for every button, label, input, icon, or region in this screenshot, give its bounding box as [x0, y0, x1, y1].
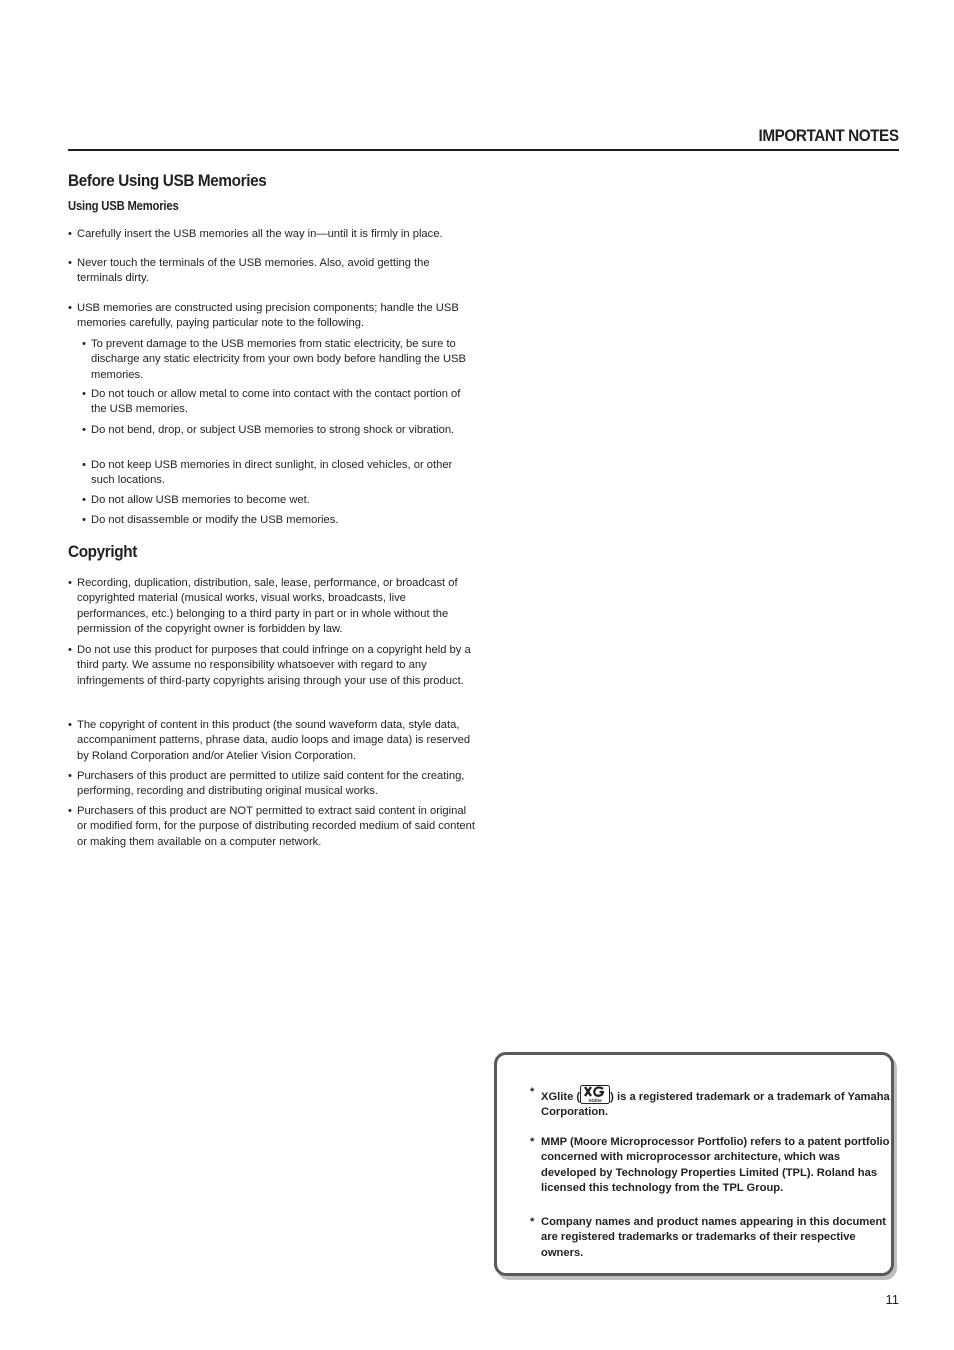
copyright-item: [68, 769, 478, 800]
usb-subitem-text: • To prevent damage to the USB memories from static electricity, be sure to discharge any static electricity from your own body before handling the USB memories.: [82, 337, 478, 383]
usb-item-text: • Never touch the terminals of the USB memories. Also, avoid getting the terminals dirty.: [68, 256, 478, 287]
xglite-logo-text: XGlite: [588, 1098, 602, 1103]
page-header-title: IMPORTANT NOTES: [758, 126, 899, 145]
usb-subsection-title: Using USB Memories: [68, 199, 179, 213]
xglite-suffix-text: ) is a registered trademark or a trademark of Yamaha Corporation.: [541, 1091, 890, 1119]
asterisk-marker: *: [530, 1216, 535, 1228]
page-number: 11: [885, 1292, 899, 1307]
copyright-item-text: • Recording, duplication, distribution, sale, lease, performance, or broadcast of copyrighted material (musical works, visual works, broadcasts, live performances, etc.) belonging to a third party in part or in whole without the permission of the copyright owner is forbidden by law.: [68, 576, 478, 638]
copyright-item: [68, 643, 478, 689]
usb-subitem: [68, 493, 478, 508]
asterisk-marker: *: [530, 1086, 535, 1098]
usb-subitem: [68, 458, 478, 489]
usb-item: [68, 301, 478, 332]
usb-subitem-text: • Do not keep USB memories in direct sunlight, in closed vehicles, or other such locations.: [82, 458, 478, 489]
trademark-note-xglite: [530, 1085, 891, 1121]
company-text: Company names and product names appearing in this document are registered trademarks or trademarks of their respective owners.: [541, 1216, 887, 1259]
copyright-item-text: • Purchasers of this product are permitted to utilize said content for the creating, performing, recording and distributing original musical works.: [68, 769, 478, 800]
copyright-item-text: • Do not use this product for purposes that could infringe on a copyright held by a third party. We assume no responsibility whatsoever with regard to any infringements of third-party copyrights arising through your use of this product.: [68, 643, 478, 689]
usb-section-title: Before Using USB Memories: [68, 171, 267, 190]
copyright-item: [68, 718, 478, 764]
xglite-prefix-text: XGlite (: [541, 1091, 581, 1103]
usb-subitem: [68, 513, 478, 528]
usb-item-text: • USB memories are constructed using precision components; handle the USB memories carefully, paying particular note to the following.: [68, 301, 478, 332]
usb-item: [68, 227, 478, 242]
usb-subitem-text: • Do not bend, drop, or subject USB memories to strong shock or vibration.: [82, 423, 478, 438]
usb-item-text: • Carefully insert the USB memories all the way in—until it is firmly in place.: [68, 227, 478, 242]
trademark-note-company: [530, 1215, 891, 1261]
copyright-item-text: • Purchasers of this product are NOT permitted to extract said content in original or modified form, for the purpose of distributing recorded medium of said content or making them available on a computer network.: [68, 804, 478, 850]
copyright-item-text: • The copyright of content in this product (the sound waveform data, style data, accompaniment patterns, phrase data, audio loops and image data) is reserved by Roland Corporation and/or Atelier Vision Corporation.: [68, 718, 478, 764]
usb-subitem-text: • Do not allow USB memories to become wet.: [82, 493, 478, 508]
usb-subitem: [68, 337, 478, 383]
usb-subitem: [68, 387, 478, 418]
usb-subitem-text: • Do not disassemble or modify the USB memories.: [82, 513, 478, 528]
xglite-logo-icon: [580, 1085, 610, 1104]
copyright-item: [68, 804, 478, 850]
trademark-note-mmp: [530, 1135, 891, 1197]
header-rule: [68, 149, 899, 151]
asterisk-marker: *: [530, 1136, 535, 1148]
usb-subitem-text: • Do not touch or allow metal to come into contact with the contact portion of the USB memories.: [82, 387, 478, 418]
copyright-item: [68, 576, 478, 638]
copyright-section-title: Copyright: [68, 542, 138, 561]
usb-subitem: [68, 423, 478, 438]
mmp-text: MMP (Moore Microprocessor Portfolio) refers to a patent portfolio concerned with microprocessor architecture, which was developed by Technology Properties Limited (TPL). Roland has licensed this technology from the TPL Group.: [541, 1136, 890, 1195]
usb-item: [68, 256, 478, 287]
